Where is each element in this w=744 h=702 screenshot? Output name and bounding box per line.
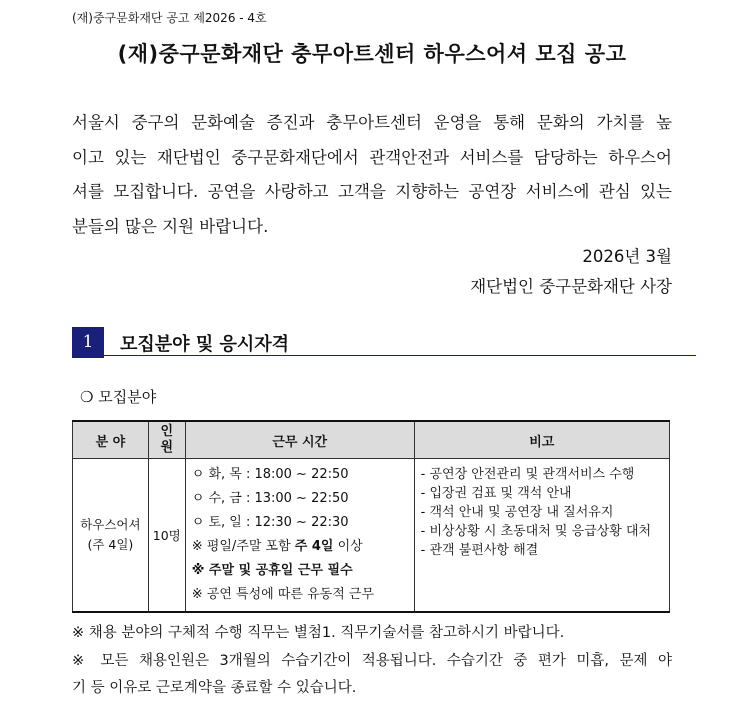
hours-emphasis: 주말 bbox=[208, 563, 235, 578]
cell-notes bbox=[414, 459, 669, 613]
intro-line: 서울시 중구의 문화예술 증진과 충무아트센터 운영을 통해 문화의 가치를 높 bbox=[72, 113, 672, 132]
footnote bbox=[72, 648, 672, 702]
note-item: - 입장권 검표 및 객석 안내 bbox=[420, 486, 572, 501]
circle-bullet-icon: ❍ bbox=[80, 388, 94, 406]
hours-emphasis: 공휴일 근무 필수 bbox=[255, 563, 353, 578]
intro-line: 분들의 많은 지원 바랍니다. bbox=[72, 216, 269, 236]
header-hours: 근무 시간 bbox=[185, 421, 414, 459]
hours-text: 및 bbox=[234, 563, 256, 578]
page-title: (재)중구문화재단 충무아트센터 하우스어셔 모집 공고 bbox=[117, 42, 627, 66]
cell-hours bbox=[185, 459, 414, 613]
hours-line bbox=[192, 535, 408, 559]
note-item: - 객석 안내 및 공연장 내 질서유지 bbox=[420, 505, 614, 520]
hours-line: ㅇ 화, 목 : 18:00 ~ 22:50 bbox=[191, 467, 349, 482]
field-name: 하우스어셔 bbox=[80, 517, 141, 532]
hours-text: ※ bbox=[191, 563, 209, 578]
header-count-line: 인 bbox=[160, 424, 174, 439]
subheading bbox=[80, 386, 156, 407]
hours-text: ※ 평일/주말 포함 bbox=[191, 539, 295, 554]
hours-line: ㅇ 토, 일 : 12:30 ~ 22:30 bbox=[191, 515, 349, 530]
intro-line: 이고 있는 재단법인 중구문화재단에서 관객안전과 서비스를 담당하는 하우스어 bbox=[72, 147, 672, 167]
announcement-reference: (재)중구문화재단 공고 제2026 - 4호 bbox=[72, 11, 267, 25]
hours-text: 이상 bbox=[333, 539, 363, 554]
table-header-row bbox=[73, 421, 670, 459]
hours-line: ㅇ 수, 금 : 13:00 ~ 22:50 bbox=[191, 491, 349, 506]
footnote-line: ※ 모든 채용인원은 3개월의 수습기간이 적용됩니다. 수습기간 중 편가 미흡, 문제 야 bbox=[72, 653, 672, 669]
footnote: ※ 채용 분야의 구체적 수행 직무는 별첨1. 직무기술서를 참고하시기 바랍니다. bbox=[72, 625, 565, 641]
table-row bbox=[73, 459, 670, 613]
recruitment-table bbox=[72, 420, 670, 613]
note-item: - 공연장 안전관리 및 관객서비스 수행 bbox=[420, 467, 635, 482]
hours-emphasis: 주 4일 bbox=[294, 539, 334, 554]
header-field: 분 야 bbox=[73, 421, 149, 459]
section-number-badge: 1 bbox=[72, 327, 104, 358]
hours-line bbox=[192, 559, 408, 583]
footnote-line: 기 등 이유로 근로계약을 종료할 수 있습니다. bbox=[72, 680, 357, 696]
field-days: (주 4일) bbox=[87, 537, 134, 552]
intro-line: 셔를 모집합니다. 공연을 사랑하고 고객을 지향하는 공연장 서비스에 관심 있는 bbox=[72, 182, 672, 201]
header-count bbox=[148, 421, 185, 459]
section-title: 모집분야 및 응시자격 bbox=[120, 334, 290, 355]
hours-line: ※ 공연 특성에 따른 유동적 근무 bbox=[191, 587, 375, 602]
intro-paragraph bbox=[72, 106, 672, 244]
cell-count: 10명 bbox=[148, 459, 185, 613]
issuer-name: 재단법인 중구문화재단 사장 bbox=[470, 277, 672, 296]
section-divider bbox=[104, 355, 696, 356]
announcement-date: 2026년 3월 bbox=[582, 247, 672, 266]
cell-field bbox=[73, 459, 149, 613]
subheading-label: 모집분야 bbox=[98, 388, 157, 406]
header-notes: 비고 bbox=[414, 421, 669, 459]
note-item: - 관객 불편사항 해결 bbox=[420, 543, 539, 558]
header-count-line: 원 bbox=[160, 440, 174, 455]
note-item: - 비상상황 시 초동대처 및 응급상황 대처 bbox=[420, 524, 652, 539]
